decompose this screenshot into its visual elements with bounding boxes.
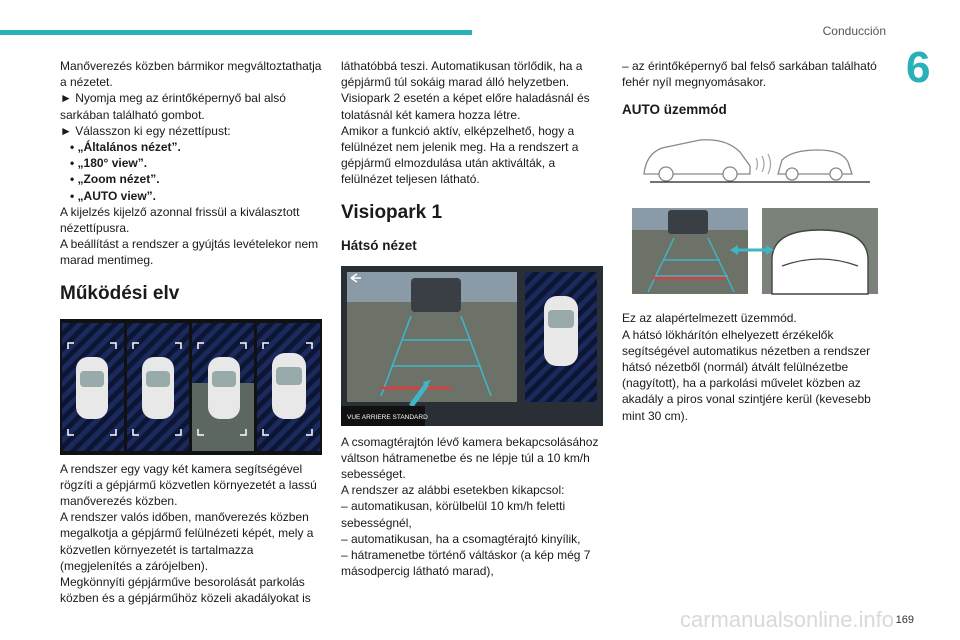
paragraph: Visiopark 2 esetén a képet előre haladásnál és tolatásnál két kamera hozza létre.	[341, 91, 590, 122]
view-option: • „AUTO view”.	[70, 188, 156, 203]
column-3	[622, 58, 884, 424]
heading-auto-mode: AUTO üzemmód	[622, 102, 727, 118]
paragraph: Ez az alapértelmezett üzemmód.	[622, 311, 797, 326]
car-sensing-illustration	[622, 130, 884, 188]
heading-visiopark-1: Visiopark 1	[341, 201, 443, 223]
paragraph: A rendszer egy vagy két kamera segítségével rögzíti a gépjármű közvetlen környezetét a lassú manőverezés közben.	[60, 461, 317, 509]
view-option: • „Általános nézet”.	[70, 140, 181, 155]
panel-3	[192, 323, 254, 451]
heading-principle: Működési elv	[60, 282, 180, 304]
step: ► Válasszon ki egy nézettípust:	[60, 123, 231, 138]
auto-view-switch-illustration	[622, 200, 884, 296]
own-car-top	[544, 296, 578, 366]
top-view-illustration	[60, 319, 322, 455]
page-number: 169	[895, 614, 914, 626]
paragraph: A beállítást a rendszer a gyújtás levételekor nem marad mentimeg.	[60, 237, 319, 268]
screen-label: VUE ARRIERE STANDARD	[347, 413, 428, 421]
list-item: – automatikusan, körülbelül 10 km/h feletti sebességnél,	[341, 499, 566, 530]
paragraph: A rendszer az alábbi esetekben kikapcsol:	[341, 483, 565, 498]
top-accent-bar	[0, 30, 472, 35]
panel-1	[62, 323, 124, 451]
heading-rear-view: Hátsó nézet	[341, 237, 417, 253]
panel-4	[257, 323, 320, 451]
paragraph: Megkönnyíti gépjárműve besorolását parkolás közben és a gépjárműhöz közeli akadályokat is	[60, 575, 311, 606]
paragraph: A kijelzés kijelző azonnal frissül a kiválasztott nézettípusra.	[60, 204, 300, 236]
paragraph: láthatóbbá teszi. Automatikusan törlődik, ha a gépjármű túl sokáig marad álló helyzetben.	[341, 59, 583, 90]
section-title: Conducción	[822, 24, 886, 38]
rear-camera-screen-illustration	[341, 266, 603, 426]
column-1	[60, 58, 322, 606]
view-option: • „180° view”.	[70, 156, 148, 171]
watermark: carmanualsonline.info	[680, 607, 895, 632]
view-option: • „Zoom nézet”.	[70, 172, 160, 187]
list-item: – hátramenetbe történő váltáskor (a kép még 7 másodpercig látható marad),	[341, 548, 591, 579]
paragraph: Amikor a funkció aktív, elképzelhető, hogy a felülnézet nem jelenik meg. Ha a rendszert a gépjármű elmozdulása után aktiválták, a felülnézet teljesen látható.	[341, 123, 579, 187]
list-item: – az érintőképernyő bal felső sarkában található fehér nyíl megnyomásakor.	[622, 59, 877, 90]
paragraph: A csomagtérajtón lévő kamera bekapcsolásához váltson hátramenetbe és ne lépje túl a 10 km/h sebességet.	[341, 434, 599, 482]
paragraph: A hátsó lökhárítón elhelyezett érzékelők segítségével automatikus nézetben a rendszer hátsó nézetből (normál) átvált felülnézetbe (nagyított), ha a parkolási művelet közben az akadály a piros vonal szintjére kerül (kevesebb mint 30 cm).	[622, 327, 871, 423]
column-2	[341, 58, 603, 579]
paragraph: Manőverezés közben bármikor megváltoztathatja a nézetet.	[60, 59, 322, 90]
panel-2	[127, 323, 189, 451]
parked-car	[411, 278, 461, 312]
list-item: – automatikusan, ha a csomagtérajtó kinyílik,	[341, 531, 581, 546]
paragraph: A rendszer valós időben, manőverezés közben megalkotja a gépjármű felülnézeti képét, mely a közvetlen környezetét is tartalmazza (megjelenítés a zárójelben).	[60, 510, 314, 573]
chapter-number: 6	[906, 43, 931, 92]
step: ► Nyomja meg az érintőképernyő bal alsó sarkában található gombot.	[60, 91, 286, 122]
